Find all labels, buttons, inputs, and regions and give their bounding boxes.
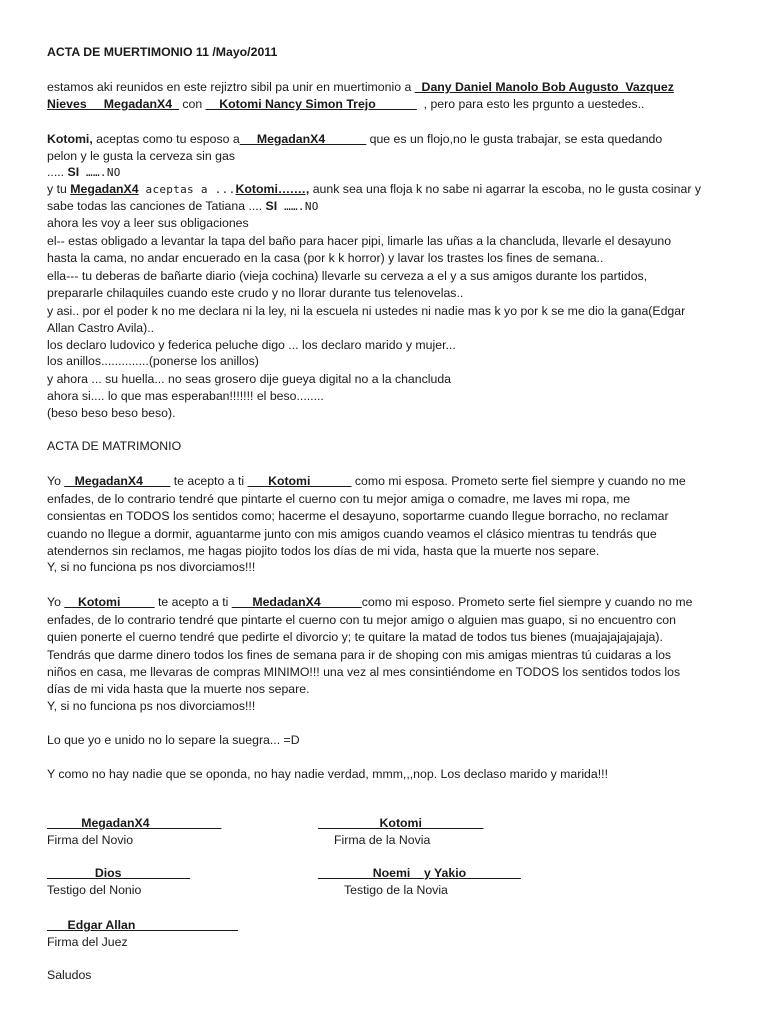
intro-text: estamos aki reunidos en este rejiztro sibil pa unir en muertimonio a	[47, 80, 415, 94]
question-2-prefix: y tu	[47, 182, 71, 196]
bride-vow-line: quien ponerte el cuerno tendré que pedirte el divorcio y; te quitare la matad de todos tus bienes (muajajajajajaja).	[47, 630, 663, 644]
bride-signature-name: _________Kotomi_________	[318, 816, 484, 830]
obligations-line: Allan Castro Avila)..	[47, 321, 155, 335]
obligations-line: el-- estas obligado a levantar la tapa del baño para hacer pipi, limarle las uñas a la chancluda, llevarle el desayuno	[47, 234, 672, 248]
groom-vow-line: atendernos sin reclamos, me hagas piojito todos los días de mi vida, hasta que la muerte nos separe.	[47, 544, 600, 558]
obligations-line: ahora si.... lo que mas esperaban!!!!!!! el beso........	[47, 389, 324, 403]
question-1-line-2: pelon y le gusta la cerveza sin gas	[47, 149, 235, 163]
intro-con: con	[178, 97, 206, 111]
farewell: Saludos	[47, 968, 92, 982]
bride-witness-label: Testigo de la Novia	[344, 883, 448, 897]
obligations-line: prepararle chilaquiles cuando este crudo y no llorar durante tus telenovelas..	[47, 286, 464, 300]
answer-1-no: …….NO	[79, 166, 121, 179]
groom-witness-line: _______Dios__________	[47, 866, 190, 880]
answer-2-no: …….NO	[277, 200, 319, 213]
closing-line-1: Lo que yo e unido no lo separe la suegra... =D	[47, 733, 300, 747]
groom-vow-line: Y, si no funciona ps nos divorciamos!!!	[47, 560, 256, 574]
judge-signature-label: Firma del Juez	[47, 935, 128, 949]
bride-vow-line: días de mi vida hasta que la muerte nos separe.	[47, 682, 310, 696]
groom-surname: Nieves MegadanX4_	[47, 97, 179, 111]
bride-witness-line: ________Noemi__y Yakio________	[318, 866, 521, 880]
closing-line-2: Y como no hay nadie que se oponda, no hay nadie verdad, mmm,,,nop. Los declaso marido y marida!!!	[47, 767, 608, 781]
obligations-line: los declaro ludovico y federica peluche digo ... los declaro marido y mujer...	[47, 338, 456, 352]
bride-vow-line: Tendrás que darme dinero todos los fines de semana para ir de shoping con mis amigas mientras tú cuidaras a los	[47, 648, 672, 662]
bride-vow-text: como mi esposo. Prometo serte fiel siempre y cuando no me	[361, 595, 693, 609]
question-1-text-b: que es un flojo,no le gusta trabajar, se esta quedando	[366, 132, 663, 146]
groom-name: MegadanX4	[70, 182, 139, 196]
bride-vow-line: niños en casa, me llevaras de compras MINIMO!!! una vez al mes consintiéndome en TODOS los sentidos todos los	[47, 665, 681, 679]
bride-vow-spouse: ___MedadanX4______	[231, 595, 362, 609]
groom-name-blank: __ MegadanX4______	[239, 132, 367, 146]
obligations-line: los anillos..............(ponerse los anillos)	[47, 354, 259, 368]
groom-vow-line: cuando no llegue a dormir, aguantarme junto con mis amigos cuando veamos el clásico mientras tu tendrás que	[47, 527, 657, 541]
bride-full-name: __Kotomi Nancy Simon Trejo______	[205, 97, 417, 111]
groom-vow-spouse: ___Kotomi______	[247, 474, 352, 488]
groom-vow-line: enfades, de lo contrario tendré que pintarte el cuerno con tu mejor amiga o comadre, me laves mi ropa, me	[47, 492, 631, 506]
answer-2-si: SI	[265, 199, 278, 213]
question-2-text: aceptas a ...	[138, 183, 236, 196]
question-2-line-1	[47, 181, 701, 198]
intro-end: , pero para esto les prgunto a uestedes..	[416, 97, 645, 111]
groom-vow-line-1	[47, 473, 686, 490]
bride-vow-name: __Kotomi_____	[64, 595, 155, 609]
judge-signature-line: ___Edgar Allan_______________	[47, 918, 238, 932]
answer-1	[47, 164, 121, 181]
bride-vow-line-1	[47, 594, 693, 611]
bride-vow-mid: te acepto a ti	[154, 595, 232, 609]
answer-1-prefix: .....	[47, 165, 68, 179]
obligations-line: (beso beso beso beso).	[47, 406, 176, 420]
question-2-line-2-text: sabe todas las canciones de Tatiana ....	[47, 199, 266, 213]
question-2-line-2	[47, 198, 319, 215]
obligations-line: y asi.. por el poder k no me declara ni la ley, ni la escuela ni ustedes ni nadie mas k yo por k se me dio la gana(Edgar	[47, 304, 686, 318]
obligations-line: ahora les voy a leer sus obligaciones	[47, 216, 249, 230]
bride-name: Kotomi,	[47, 132, 93, 146]
bride-signature-label: Firma de la Novia	[334, 833, 431, 847]
section-title: ACTA DE MATRIMONIO	[47, 439, 182, 453]
groom-full-name: _Dany Daniel Manolo Bob Augusto Vazquez	[414, 80, 674, 94]
groom-signature-line: _____MegadanX4________ __	[47, 816, 222, 830]
answer-1-si: SI	[67, 165, 80, 179]
groom-witness-label: Testigo del Nonio	[47, 883, 142, 897]
groom-vow-mid: te acepto a ti	[170, 474, 248, 488]
question-1-line-1	[47, 131, 662, 148]
question-1-text: aceptas como tu esposo a	[92, 132, 240, 146]
bride-vow-line: Y, si no funciona ps nos divorciamos!!!	[47, 699, 256, 713]
bride-vow-line: enfades, de lo contrario tendré que pintarte el cuerno con tu mejor amigo o alguien mas guapo, si no encuentro con	[47, 613, 676, 627]
groom-signature-label: Firma del Novio	[47, 833, 134, 847]
bride-signature-line	[318, 815, 483, 832]
groom-vow-name: _ MegadanX4____	[64, 474, 171, 488]
question-2-text-b: aunk sea una floja k no sabe ni agarrar la escoba, no le gusta cosinar y	[309, 182, 701, 196]
bride-vow-prefix: Yo	[47, 595, 65, 609]
intro-line-2	[47, 96, 644, 113]
groom-vow-text: como mi esposa. Prometo serte fiel siempre y cuando no me	[351, 474, 686, 488]
bride-name-blank: Kotomi….…,	[235, 182, 310, 196]
obligations-line: hasta la cama, no andar encuerado en la casa (por k k horror) y lavar los trastes los fines de semana..	[47, 251, 604, 265]
groom-vow-line: consientas en TODOS los sentidos como; hacerme el desayuno, soportarme cuando llegue borracho, no reclamar	[47, 509, 669, 523]
groom-vow-prefix: Yo	[47, 474, 65, 488]
intro-line-1	[47, 79, 674, 96]
obligations-line: ella--- tu deberas de bañarte diario (vieja cochina) llevarle su cerveza a el y a sus amigos durante los partidos,	[47, 269, 648, 283]
obligations-line: y ahora ... su huella... no seas grosero dije gueya digital no a la chancluda	[47, 372, 452, 386]
document-title: ACTA DE MUERTIMONIO 11 /Mayo/2011	[47, 45, 278, 59]
